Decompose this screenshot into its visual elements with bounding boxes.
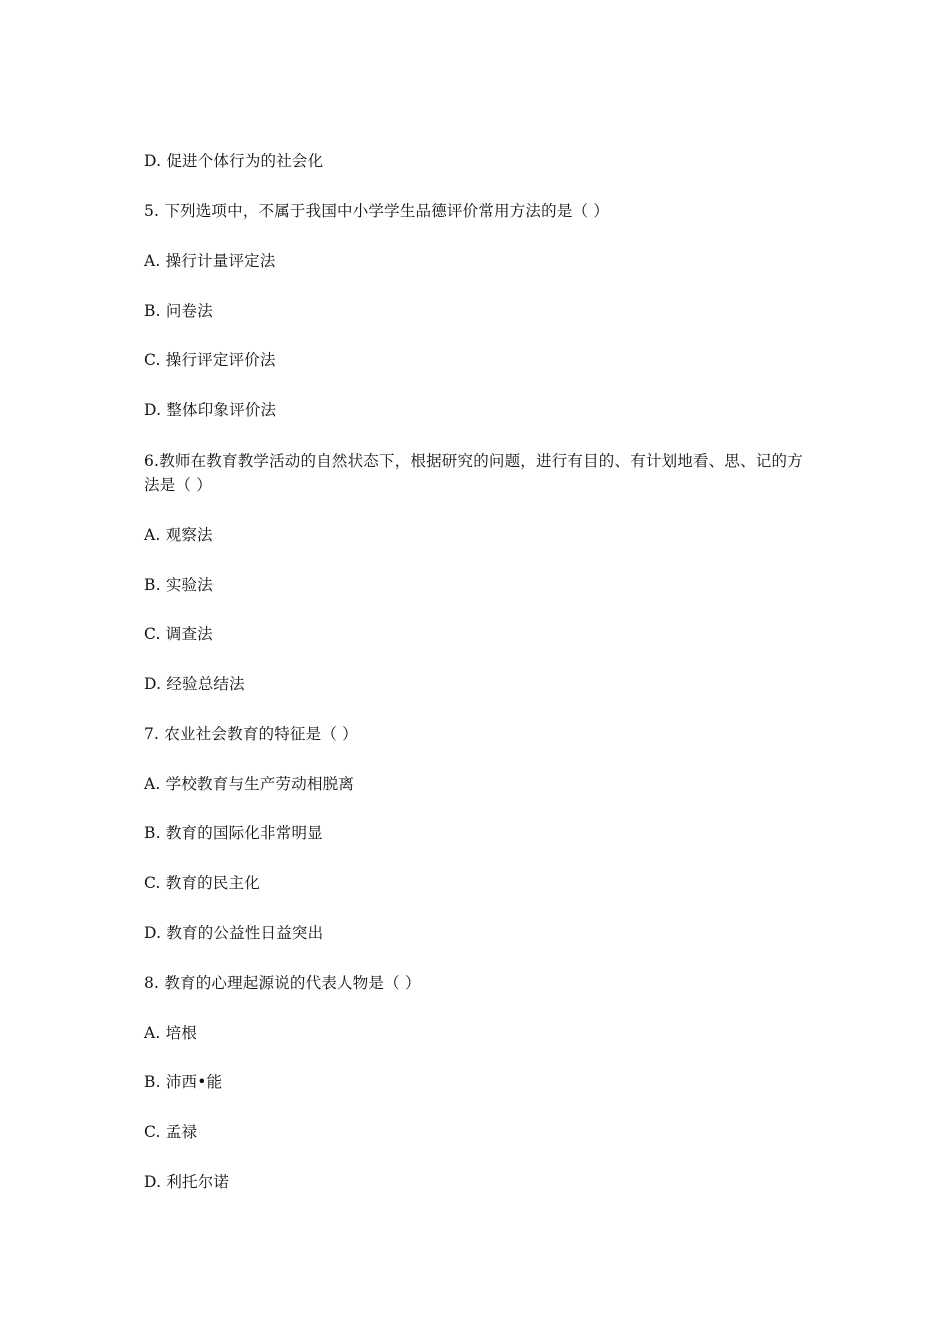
- q7-stem: 7. 农业社会教育的特征是（ ）: [144, 725, 358, 743]
- q8-stem: 8. 教育的心理起源说的代表人物是（ ）: [144, 974, 421, 992]
- q4-option-d: D. 促进个体行为的社会化: [144, 152, 324, 170]
- q7-option-b: B. 教育的国际化非常明显: [144, 824, 323, 842]
- q6-option-b: B. 实验法: [144, 576, 213, 594]
- q5-stem: 5. 下列选项中，不属于我国中小学学生品德评价常用方法的是（ ）: [144, 202, 610, 220]
- q6-option-a: A. 观察法: [144, 526, 213, 544]
- q8-option-c: C. 孟禄: [144, 1123, 198, 1141]
- q6-option-c: C. 调查法: [144, 625, 213, 643]
- q5-option-b: B. 问卷法: [144, 302, 213, 320]
- q7-option-a: A. 学校教育与生产劳动相脱离: [144, 775, 355, 793]
- q5-option-a: A. 操行计量评定法: [144, 252, 276, 270]
- q5-option-c: C. 操行评定评价法: [144, 351, 276, 369]
- q8-option-a: A. 培根: [144, 1024, 198, 1042]
- q8-option-d: D. 利托尔诺: [144, 1173, 230, 1191]
- q7-option-d: D. 教育的公益性日益突出: [144, 924, 324, 942]
- q7-option-c: C. 教育的民主化: [144, 874, 260, 892]
- q5-option-d: D. 整体印象评价法: [144, 401, 277, 419]
- q6-stem: 6.教师在教育教学活动的自然状态下，根据研究的问题，进行有目的、有计划地看、思、记的方法是（ ）: [144, 452, 803, 494]
- q6-option-d: D. 经验总结法: [144, 675, 245, 693]
- q8-option-b: B. 沛西•能: [144, 1073, 223, 1091]
